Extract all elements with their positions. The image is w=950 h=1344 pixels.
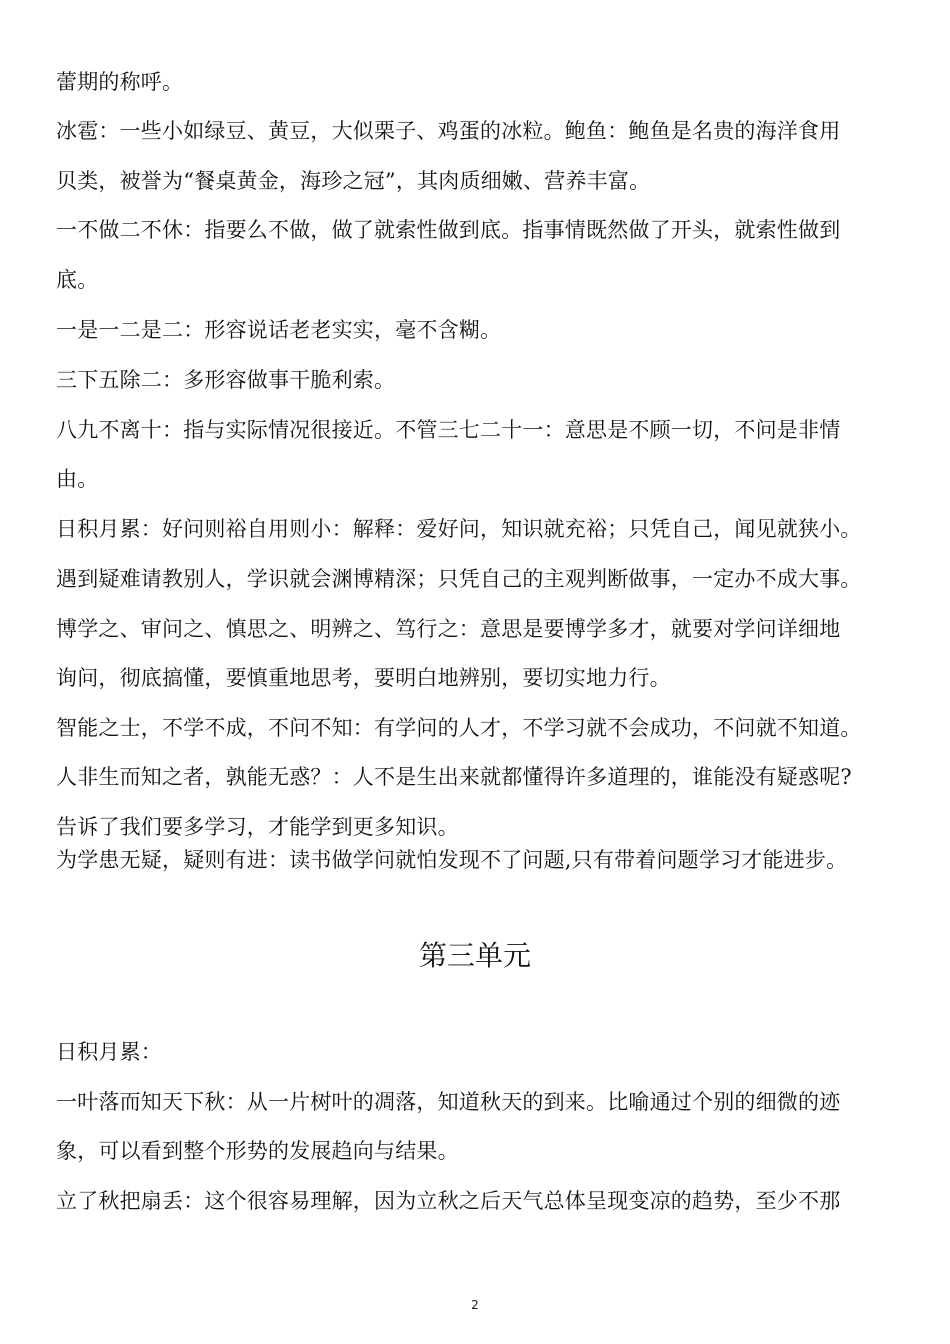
text-line: 三下五除二：多形容做事干脆利索。 — [56, 368, 396, 392]
text-line: 底。 — [56, 268, 99, 292]
text-line: 象，可以看到整个形势的发展趋向与结果。 — [56, 1139, 459, 1163]
text-line: 一不做二不休：指要么不做，做了就索性做到底。指事情既然做了开头，就索性做到 — [56, 218, 841, 242]
text-line: 人非生而知之者，孰能无惑？：人不是生出来就都懂得许多道理的，谁能没有疑惑呢? — [56, 765, 852, 789]
text-line: 立了秋把扇丢：这个很容易理解，因为立秋之后天气总体呈现变凉的趋势，至少不那 — [56, 1189, 841, 1213]
text-line: 为学患无疑，疑则有进：读书做学问就怕发现不了问题,只有带着问题学习才能进步。 — [56, 848, 848, 872]
text-line: 遇到疑难请教别人，学识就会渊博精深；只凭自己的主观判断做事，一定办不成大事。 — [56, 567, 862, 591]
text-line: 冰雹：一些小如绿豆、黄豆，大似栗子、鸡蛋的冰粒。鲍鱼：鲍鱼是名贵的海洋食用 — [56, 119, 841, 143]
section-heading: 第三单元 — [418, 939, 531, 972]
text-line: 日积月累： — [56, 1040, 162, 1064]
text-line: 一是一二是二：形容说话老老实实，毫不含糊。 — [56, 318, 502, 342]
page-number: 2 — [471, 1298, 479, 1312]
text-line: 日积月累：好问则裕自用则小：解释：爱好问，知识就充裕；只凭自己，闻见就狭小。 — [56, 517, 862, 541]
text-line: 贝类，被誉为“餐桌黄金，海珍之冠”，其肉质细嫩、营养丰富。 — [56, 169, 651, 193]
text-line: 八九不离十：指与实际情况很接近。不管三七二十一：意思是不顾一切，不问是非情 — [56, 418, 841, 442]
text-line: 询问，彻底搞懂，要慎重地思考，要明白地辨别，要切实地力行。 — [56, 666, 671, 690]
text-line: 告诉了我们要多学习，才能学到更多知识。 — [56, 815, 459, 839]
text-line: 由。 — [56, 467, 99, 491]
text-line: 蕾期的称呼。 — [56, 70, 184, 94]
text-line: 博学之、审问之、慎思之、明辨之、笃行之：意思是要博学多才，就要对学问详细地 — [56, 617, 841, 641]
text-line: 一叶落而知天下秋：从一片树叶的凋落，知道秋天的到来。比喻通过个别的细微的迹 — [56, 1090, 841, 1114]
text-line: 智能之士，不学不成，不问不知：有学问的人才，不学习就不会成功，不问就不知道。 — [56, 716, 862, 740]
